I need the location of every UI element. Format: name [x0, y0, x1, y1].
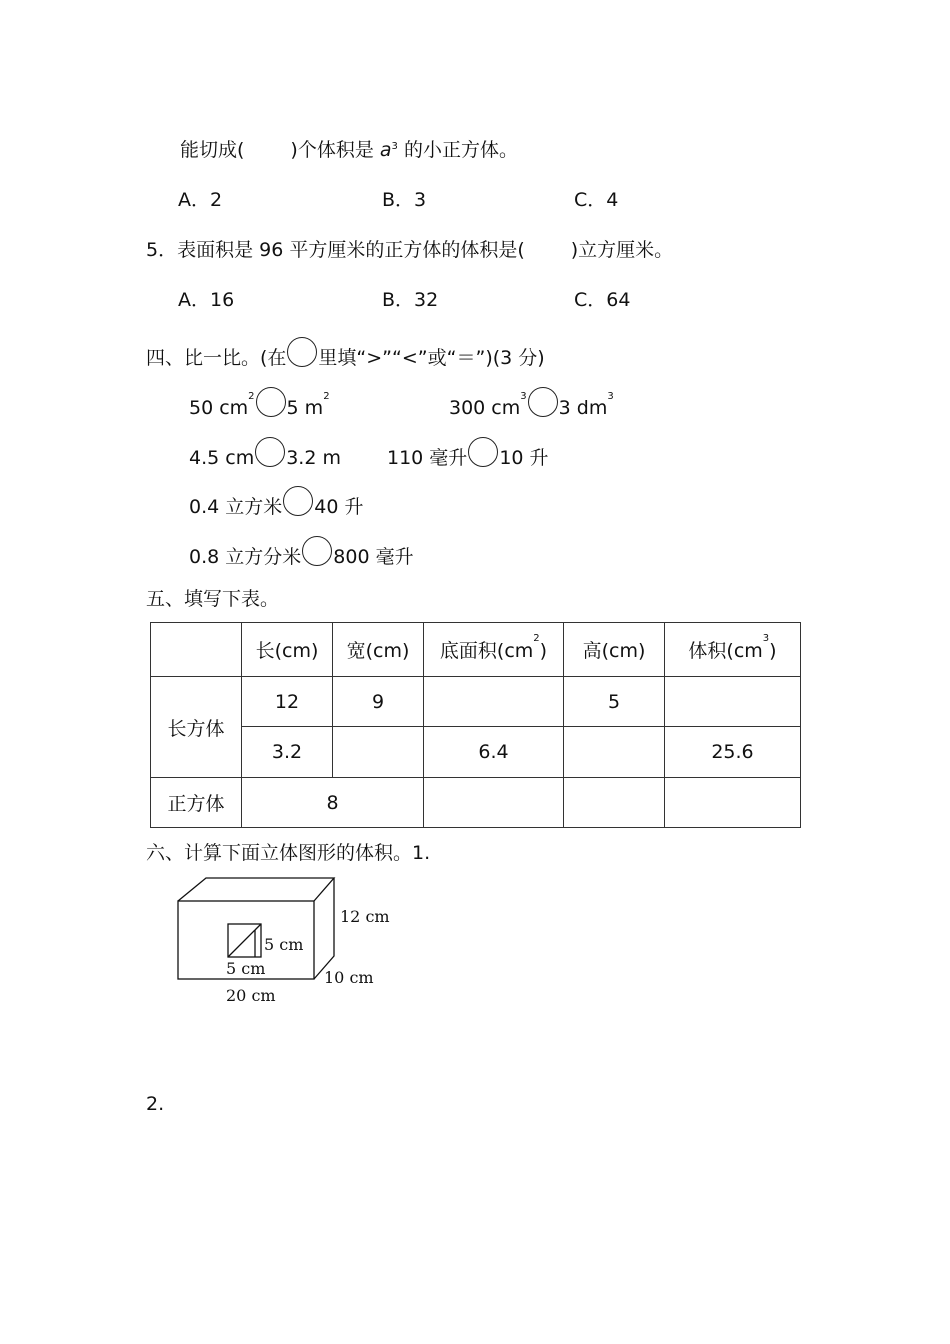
table-cell-blank[interactable] — [665, 778, 801, 828]
hole-edge — [255, 924, 261, 930]
circle-icon — [287, 337, 317, 367]
cuboid-top-face — [178, 878, 334, 901]
row-label-cube: 正方体 — [151, 778, 242, 828]
section-5-heading: 五、填写下表。 — [146, 588, 280, 610]
table-cell-blank[interactable] — [564, 778, 665, 828]
q4-option-c[interactable]: C．4 — [574, 189, 619, 211]
label-width: 20 cm — [226, 986, 276, 1005]
compare-row-2a: 4.5 cm 3.2 m — [189, 437, 341, 471]
header-length: 长(cm) — [242, 623, 333, 677]
label-height: 12 cm — [340, 907, 390, 926]
table-cell: 5 — [564, 677, 665, 727]
table-cell: 25.6 — [665, 727, 801, 778]
compare-row-3: 0.4 立方米 40 升 — [189, 486, 363, 520]
q5-option-a[interactable]: A．16 — [178, 289, 235, 311]
compare-row-1b: 300 $cm^33$ $dm^3$ — [449, 387, 614, 421]
compare-circle-input[interactable] — [283, 486, 313, 516]
table-cell: 12 — [242, 677, 333, 727]
table-cell-blank[interactable] — [333, 727, 424, 778]
table-cell-blank[interactable] — [564, 727, 665, 778]
compare-circle-input[interactable] — [256, 387, 286, 417]
section-4-heading: 四、比一比。(在 里填“>”“<”或“＝”)(3 分) — [146, 337, 545, 371]
table-cell: 9 — [333, 677, 424, 727]
question-2-number: 2. — [146, 1093, 165, 1115]
q5-option-c[interactable]: C．64 — [574, 289, 631, 311]
label-square-side-h: 5 cm — [226, 959, 266, 978]
compare-circle-input[interactable] — [302, 536, 332, 566]
table-cell: 8 — [242, 778, 424, 828]
table-cell-blank[interactable] — [665, 677, 801, 727]
header-height: 高(cm) — [564, 623, 665, 677]
cuboid-side-face — [314, 878, 334, 979]
compare-row-2b: 110 毫升 10 升 — [387, 437, 549, 471]
compare-circle-input[interactable] — [255, 437, 285, 467]
question-5: 5．表面积是 96 平方厘米的正方体的体积是( )立方厘米。 — [146, 239, 674, 261]
q4-option-a[interactable]: A．2 — [178, 189, 223, 211]
table-corner — [151, 623, 242, 677]
table-cell: 3.2 — [242, 727, 333, 778]
table-cell-blank[interactable] — [424, 677, 564, 727]
q4-continuation: 能切成( )个体积是 $a^3$ 的小正方体。 — [180, 139, 518, 161]
fill-table — [150, 622, 801, 828]
compare-circle-input[interactable] — [468, 437, 498, 467]
label-depth: 10 cm — [324, 968, 374, 987]
q4-option-b[interactable]: B．3 — [382, 189, 427, 211]
header-base-area: 底面积$(cm^2)$ — [424, 623, 564, 677]
table-cell: 6.4 — [424, 727, 564, 778]
header-volume: 体积$(cm^3)$ — [665, 623, 801, 677]
compare-circle-input[interactable] — [528, 387, 558, 417]
compare-row-4: 0.8 立方分米 800 毫升 — [189, 536, 414, 570]
q5-option-b[interactable]: B．32 — [382, 289, 439, 311]
table-cell-blank[interactable] — [424, 778, 564, 828]
hole-diagonal — [228, 930, 255, 957]
compare-row-1a: 50 $cm^25$ $m^2$ — [189, 387, 330, 421]
label-square-side-v: 5 cm — [264, 935, 304, 954]
header-width: 宽(cm) — [333, 623, 424, 677]
cuboid-figure — [160, 868, 410, 1018]
section-6-heading: 六、计算下面立体图形的体积。1. — [146, 842, 431, 864]
row-label-cuboid: 长方体 — [151, 677, 242, 778]
